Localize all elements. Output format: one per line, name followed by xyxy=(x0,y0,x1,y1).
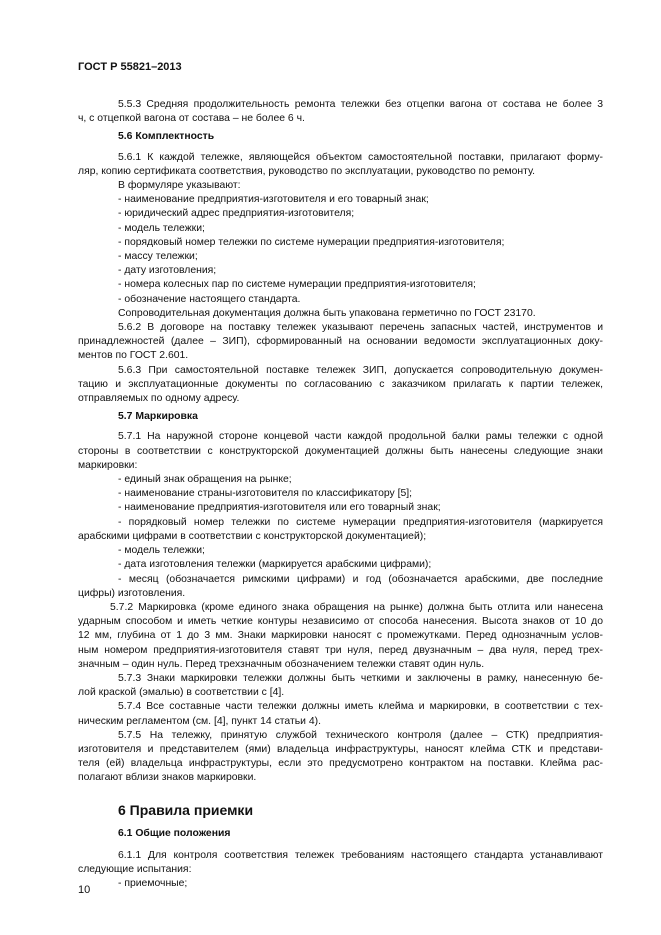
text-line: 5.7.3 Знаки маркировки тележки должны быть четкими и заключены в рамку, нанесенную бе- xyxy=(118,672,603,684)
subsection-heading xyxy=(78,410,603,424)
text-line: 5.5.3 Средняя продолжительность ремонта тележки без отцепки вагона от состава не более 3 xyxy=(118,99,603,110)
subsection-heading xyxy=(78,827,603,841)
text-line: 5.6.3 При самостоятельной поставке тележек ЗИП, допускается сопроводительную докумен- xyxy=(118,364,603,376)
list-item-line: - дату изготовления; xyxy=(118,265,217,277)
paragraph-block xyxy=(78,151,603,407)
text-line: 12 мм, глубина от 1 до 3 мм. Знаки маркировки наносят с промежутками. Перед однозначным услов- xyxy=(78,630,603,642)
text-line: полагают вблизи знаков маркировки. xyxy=(78,772,257,784)
text-line: тацию и эксплуатационные документы по согласованию с заказчиком прилагать к партии тележек, xyxy=(78,378,603,390)
text-line: цифры) изготовления. xyxy=(78,587,186,599)
text-line: арабскими цифрами в соответствии с конструкторской документацией); xyxy=(78,530,427,542)
text-line: стороны в соответствии с конструкторской документацией должны быть нанесены следующие знаки xyxy=(78,445,603,457)
list-item-line: - порядковый номер тележки по системе нумерации предприятия-изготовителя (маркируется xyxy=(118,516,603,528)
text-line: ляр, копию сертификата соответствия, руководство по эксплуатации, руководство по ремонту. xyxy=(78,165,536,177)
list-item-line: - месяц (обозначается римскими цифрами) и год (обозначается арабскими, две последние xyxy=(118,573,603,585)
text-line: следующие испытания: xyxy=(78,863,192,875)
text-line: 6.1.1 Для контроля соответствия тележек требованиям настоящего стандарта устанавливают xyxy=(118,849,603,861)
text-line: 6 Правила приемки xyxy=(118,801,254,818)
document-body xyxy=(78,98,603,891)
text-line: теля (ей) владельца инфраструктуры, если это предусмотрено контрактом на поставки. Клейма рас- xyxy=(78,758,603,770)
list-item-line: - наименование предприятия-изготовителя или его товарный знак; xyxy=(118,502,441,514)
list-item-line: - приемочные; xyxy=(118,878,188,890)
text-line: отправляемых по одному адресу. xyxy=(78,393,240,405)
text-line: ударным способом и иметь четкие контуры независимо от способа нанесения. Высота знаков от 10 до xyxy=(78,616,603,628)
page-number: 10 xyxy=(78,884,91,896)
list-item-line: - обозначение настоящего стандарта. xyxy=(118,293,301,305)
text-line: значным – один нуль. Перед трехзначным обозначением тележки ставят один нуль. xyxy=(78,658,485,670)
subsection-heading xyxy=(78,130,603,144)
text-line: 5.7.1 На наружной стороне концевой части каждой продольной балки рамы тележки с одной xyxy=(118,431,603,443)
list-item-line: - дата изготовления тележки (маркируется арабскими цифрами); xyxy=(118,559,432,571)
list-item-line: - наименование страны-изготовителя по классификатору [5]; xyxy=(118,488,413,500)
list-item-line: - порядковый номер тележки по системе нумерации предприятия-изготовителя; xyxy=(118,236,505,248)
text-line: 5.7 Маркировка xyxy=(118,411,198,423)
text-line: ническим регламентом (см. [4], пункт 14 статьи 4). xyxy=(78,715,321,727)
text-line: 5.6.1 К каждой тележке, являющейся объектом самостоятельной поставки, прилагают форму- xyxy=(118,151,603,163)
text-line: 5.7.2 Маркировка (кроме единого знака обращения на рынке) должна быть отлита или нанесена xyxy=(110,601,603,613)
text-line: 6.1 Общие положения xyxy=(118,827,231,839)
document-header: ГОСТ Р 55821–2013 xyxy=(78,61,182,73)
text-line: ч, с отцепкой вагона от состава – не более 6 ч. xyxy=(78,113,305,125)
paragraph-block xyxy=(78,430,603,785)
paragraph-block xyxy=(78,98,603,126)
paragraph-block xyxy=(78,849,603,892)
list-item-line: - наименование предприятия-изготовителя и его товарный знак; xyxy=(118,194,429,206)
text-line: лой краской (эмалью) в соответствии с [4]. xyxy=(78,687,285,699)
section-heading xyxy=(78,801,603,819)
list-item-line: - массу тележки; xyxy=(118,251,198,263)
text-line: 5.7.5 На тележку, принятую службой технического контроля (далее – СТК) предприятия- xyxy=(118,729,603,741)
text-line: изготовителя и представителем (ями) владельца инфраструктуры, наносят клейма СТК и представи- xyxy=(78,743,603,755)
text-line: Сопроводительная документация должна быть упакована герметично по ГОСТ 23170. xyxy=(118,307,536,319)
list-item-line: - единый знак обращения на рынке; xyxy=(118,474,292,486)
text-line: ным номером предприятия-изготовителя ставят три нуля, перед двузначным – два нуля, перед трех- xyxy=(78,644,603,656)
text-line: принадлежностей (далее – ЗИП), сформированный на основании ведомости эксплуатационных доку- xyxy=(78,336,603,348)
text-line: маркировки: xyxy=(78,459,138,471)
text-line: В формуляре указывают: xyxy=(118,180,241,192)
text-line: 5.6 Комплектность xyxy=(118,131,215,143)
list-item-line: - модель тележки; xyxy=(118,545,205,557)
list-item-line: - модель тележки; xyxy=(118,222,205,234)
text-line: 5.7.4 Все составные части тележки должны иметь клейма и маркировки, в соответствии с тех- xyxy=(118,701,603,713)
text-line: ментов по ГОСТ 2.601. xyxy=(78,350,189,362)
list-item-line: - номера колесных пар по системе нумерации предприятия-изготовителя; xyxy=(118,279,476,291)
list-item-line: - юридический адрес предприятия-изготовителя; xyxy=(118,208,355,220)
text-line: 5.6.2 В договоре на поставку тележек указывают перечень запасных частей, инструментов и xyxy=(118,322,603,334)
